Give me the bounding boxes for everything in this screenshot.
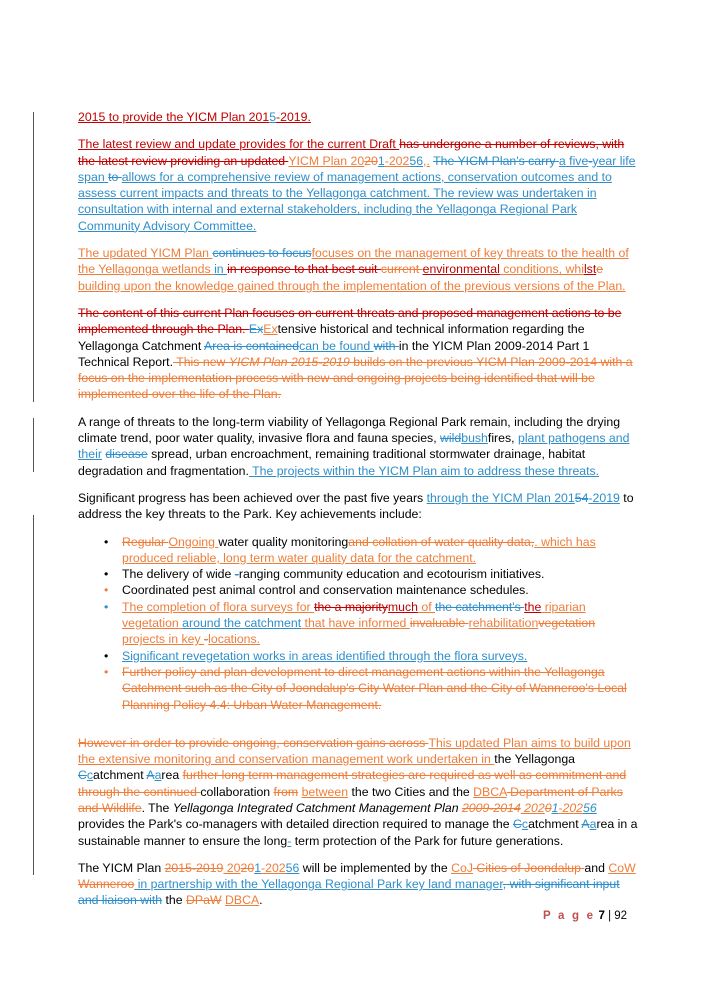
list-item: • The delivery of wide -ranging community education and ecotourism initiatives. xyxy=(104,567,545,582)
list-item: • The completion of flora surveys for the a majoritymuch of the catchment's the riparian vegetation around the catchment that have informed invaluable rehabilitationvegetation projects in key -locations. xyxy=(104,599,596,647)
change-bar xyxy=(33,515,34,875)
change-bar xyxy=(33,112,34,402)
paragraph-updated-plan-aims: However in order to provide ongoing, conservation gains across This updated Plan aims to build upon the extensive monitoring and conservation management work undertaken in the Yellagonga Ccatchment Aarea further long term management strategies are required as well as commitment and through the continued collaboration from between the two Cities and the DBCA Department of Parks and Wildlife. The Yellagonga Integrated Catchment Management Plan 2009-2014 20201-20256 provides the Park's co-managers with detailed direction required to manage the Ccatchment Aarea in a sustainable manner to ensure the long- term protection of the Park for future generations. xyxy=(78,735,638,848)
list-item: • Coordinated pest animal control and conservation maintenance schedules. xyxy=(104,583,529,598)
paragraph-plan-content: The content of this current Plan focuses on current threats and proposed management actions to be implemented through the Plan. ExExtensive historical and technical information regarding the Yellagonga Catchment Area is containedcan be found with in the YICM Plan 2009-2014 Part 1 Technical Report. This new YICM Plan 2015-2019 builds on the previous YICM Plan 2009-2014 with a focus on the implementation process with new and ongoing projects being identified that will be implemented over the life of the Plan. xyxy=(78,305,633,402)
bullet-icon: • xyxy=(104,534,109,549)
page-number: 7 xyxy=(598,910,605,922)
list-item: • Significant revegetation works in areas identified through the flora surveys. xyxy=(104,648,528,663)
bullet-icon: • xyxy=(104,664,109,679)
paragraph-updated-plan: The updated YICM Plan continues to focusfocuses on the management of key threats to the health of the Yellagonga wetlands in in response to that best suit current environmental conditions, whilste building upon the knowledge gained through the implementation of the previous versions of the Plan. xyxy=(78,246,629,293)
paragraph-threats: A range of threats to the long-term viability of Yellagonga Regional Park remain, including the drying climate trend, poor water quality, invasive flora and fauna species, wildbushfires, plant pathogens and their disease spread, urban encroachment, remaining traditional stormwater drainage, habitat degradation and fragmentation. The projects within the YICM Plan aim to address these threats. xyxy=(78,414,630,478)
paragraph-latest-review: The latest review and update provides for the current Draft has undergone a number of reviews, with the latest review providing an updated YICM Plan 20201-20256,. The YICM Plan's carry a five-year life span to allows for a comprehensive review of management actions, conservation outcomes and to assess current impacts and threats to the Yellagonga catchment. The review was undertaken in consultation with internal and external stakeholders, including the Yellagonga Regional Park Community Advisory Committee. xyxy=(78,137,636,233)
bullet-icon: • xyxy=(104,599,109,614)
list-item: • Further policy and plan development to direct management actions within the Yellagonga Catchment such as the City of Joondalup's City Water Plan and the City of Wanneroo's Local Planning Policy 4.4: Urban Water Management. xyxy=(104,664,627,712)
paragraph-implementation: The YICM Plan 2015-2019 20201-20256 will be implemented by the CoJ Cities of Joondalup and CoW Wanneroo in partnership with the Yellagonga Regional Park key land manager, with significant input and liaison with the DPaW DBCA. xyxy=(78,860,636,908)
achievements-list xyxy=(78,534,638,713)
bullet-icon: • xyxy=(104,567,109,582)
bullet-icon: • xyxy=(104,648,109,663)
paragraph-progress: Significant progress has been achieved over the past five years through the YICM Plan 20154-2019 to address the key threats to the Park. Key achievements include: xyxy=(78,490,634,522)
page-footer xyxy=(543,910,627,922)
document-body xyxy=(78,109,638,920)
list-item: • Regular Ongoing water quality monitoringand collation of water quality data,. which has produced reliable, long term water quality data for the catchment. xyxy=(104,534,596,565)
page-label: P a g e xyxy=(543,910,596,922)
paragraph-intro-tail: 2015 to provide the YICM Plan 2015-2019. xyxy=(78,110,311,124)
page-total: 92 xyxy=(614,910,628,922)
page-separator: | xyxy=(604,910,615,922)
bullet-icon: • xyxy=(104,583,109,598)
change-bar xyxy=(33,418,34,472)
